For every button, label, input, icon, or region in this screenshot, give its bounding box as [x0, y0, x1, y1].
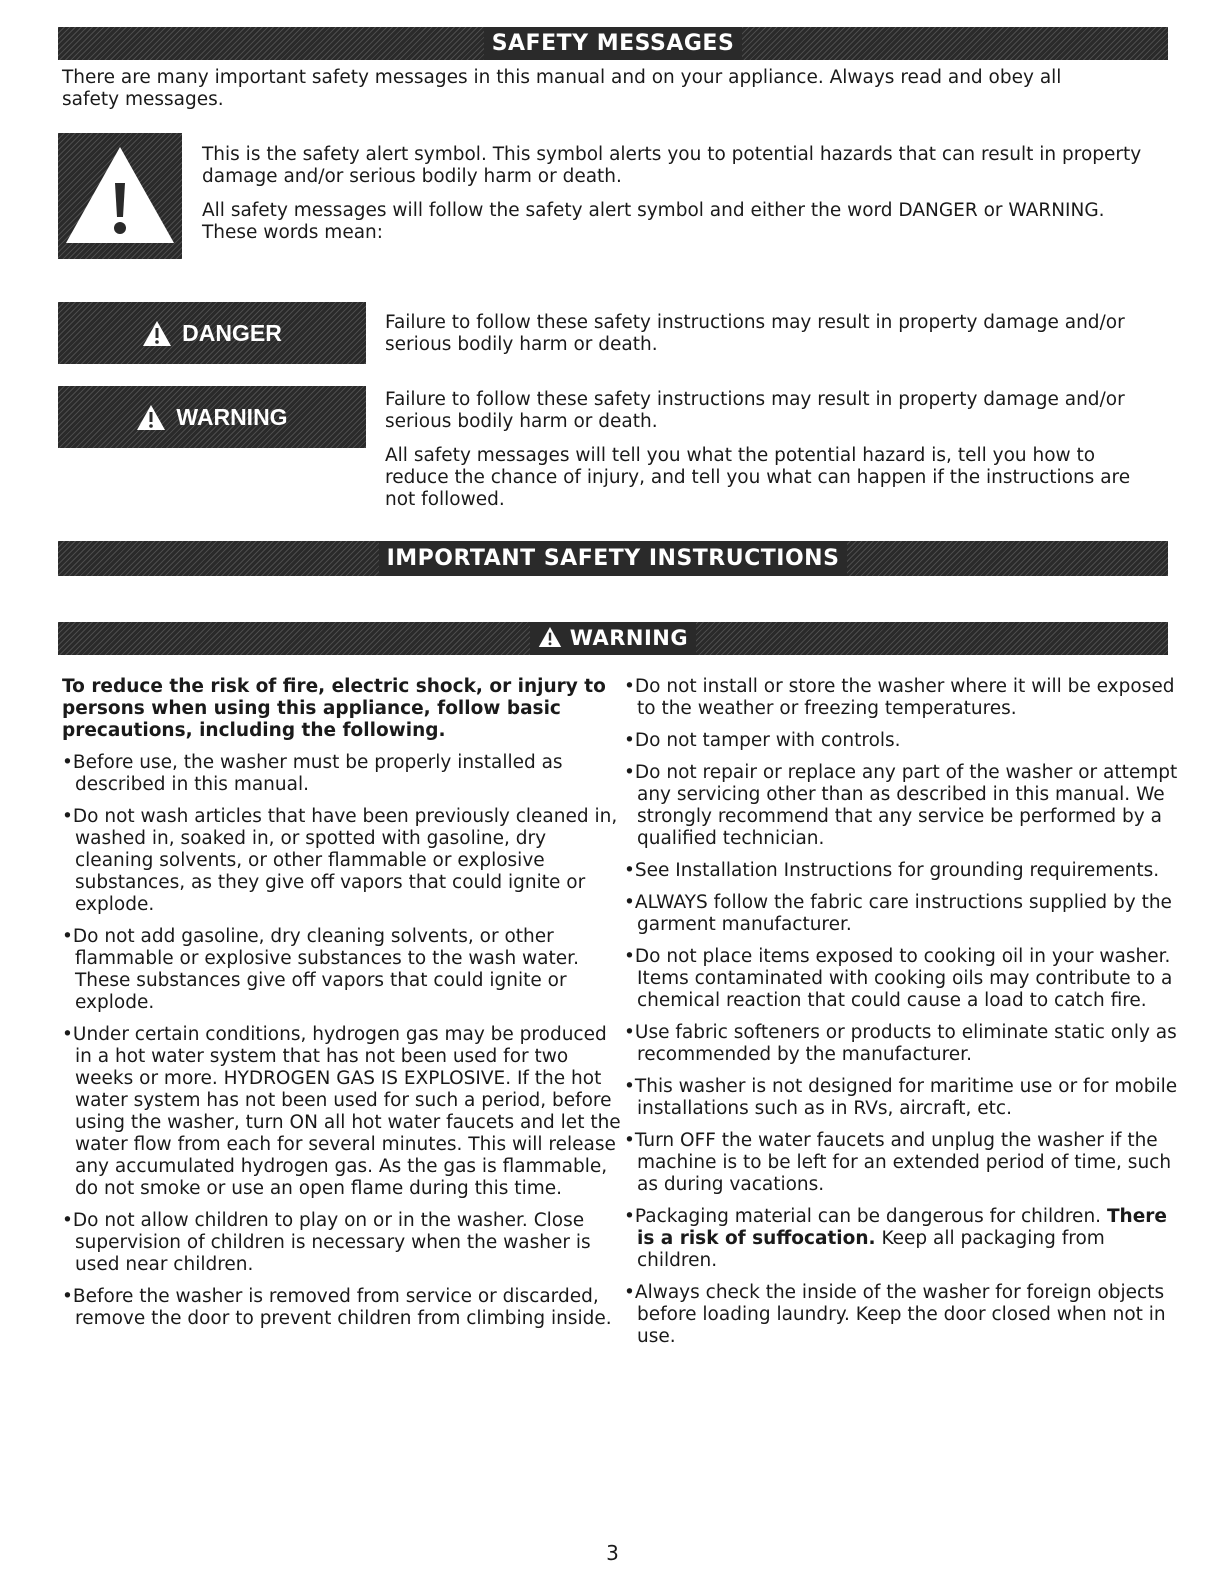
list-item: •Do not repair or replace any part of the washer or attempt any servicing other than as described in this manual. We strongly recommend that any service be performed by a qualified technician.: [624, 762, 1178, 849]
instructions-lead: To reduce the risk of fire, electric shock, or injury to persons when using this appliance, follow basic precautions, including the following.: [62, 676, 606, 741]
list-item: •Use fabric softeners or products to eliminate static only as recommended by the manufacturer.: [624, 1022, 1177, 1065]
safety-alert-triangle-icon: [58, 133, 182, 259]
list-item: •Do not add gasoline, dry cleaning solvents, or other flammable or explosive substances to the wash water. These substances give off vapors that could ignite or explode.: [62, 926, 579, 1013]
instructions-warning-label-wrap: [530, 622, 696, 655]
list-item: •Before use, the washer must be properly installed as described in this manual.: [62, 752, 563, 795]
alert-triangle-icon: [142, 320, 172, 347]
danger-label: DANGER: [182, 319, 282, 346]
instructions-warning-banner: [58, 622, 1168, 655]
list-item: •Do not install or store the washer where it will be exposed to the weather or freezing temperatures.: [624, 676, 1175, 719]
list-item: •ALWAYS follow the fabric care instructions supplied by the garment manufacturer.: [624, 892, 1172, 935]
list-item-packaging: •Packaging material can be dangerous for children. There is a risk of suffocation. Keep all packaging from children.: [624, 1206, 1167, 1271]
list-item: •Turn OFF the water faucets and unplug the washer if the machine is to be left for an extended period of time, such as during vacations.: [624, 1130, 1172, 1195]
list-item: •Do not tamper with controls.: [624, 730, 901, 751]
list-item: •Do not allow children to play on or in the washer. Close supervision of children is necessary when the washer is used near children.: [62, 1210, 591, 1275]
suffocation-warning: There is a risk of suffocation.: [637, 1206, 1167, 1249]
list-item: •Do not wash articles that have been previously cleaned in, washed in, soaked in, or spotted with gasoline, dry cleaning solvents, or other flammable or explosive substances, as they give off vapors that could ignite or explode.: [62, 806, 618, 915]
safety-messages-title: SAFETY MESSAGES: [484, 27, 743, 60]
alert-symbol-description: This is the safety alert symbol. This symbol alerts you to potential hazards that can result in property damage and/or serious bodily harm or death.: [202, 144, 1142, 187]
list-item: •See Installation Instructions for grounding requirements.: [624, 860, 1160, 881]
warning-label: WARNING: [176, 403, 288, 430]
page-number: 3: [606, 1541, 619, 1565]
important-instructions-banner: [58, 541, 1168, 576]
danger-description: Failure to follow these safety instructions may result in property damage and/or serious bodily harm or death.: [385, 312, 1125, 355]
alert-triangle-icon: [538, 626, 562, 648]
important-instructions-title: IMPORTANT SAFETY INSTRUCTIONS: [379, 541, 848, 576]
safety-messages-banner: [58, 27, 1168, 60]
list-item: •Under certain conditions, hydrogen gas may be produced in a hot water system that has not been used for two weeks or more. HYDROGEN GAS IS EXPLOSIVE. If the hot water system has not been used for such a period, before using the washer, turn ON all hot water faucets and let the water flow from each for several minutes. This will release any accumulated hydrogen gas. As the gas is flammable, do not smoke or use an open flame during this time.: [62, 1024, 621, 1199]
instructions-left-column: [62, 676, 622, 1340]
warning-extra-description: All safety messages will tell you what the potential hazard is, tell you how to reduce the chance of injury, and tell you what can happen if the instructions are not followed.: [385, 445, 1131, 510]
list-item: •This washer is not designed for maritime use or for mobile installations such as in RVs, aircraft, etc.: [624, 1076, 1178, 1119]
signal-words-description: All safety messages will follow the safety alert symbol and either the word DANGER or WARNING. These words mean:: [202, 200, 1105, 243]
list-item: •Always check the inside of the washer for foreign objects before loading laundry. Keep the door closed when not in use.: [624, 1282, 1166, 1347]
safety-messages-intro: There are many important safety messages in this manual and on your appliance. Always read and obey all safety messages.: [62, 67, 1062, 110]
list-item: •Do not place items exposed to cooking oil in your washer. Items contaminated with cooking oils may contribute to a chemical reaction that could cause a load to catch fire.: [624, 946, 1173, 1011]
instructions-warning-label: WARNING: [569, 626, 689, 650]
safety-alert-symbol-box: [58, 133, 182, 259]
instructions-right-column: [624, 676, 1184, 1358]
alert-triangle-icon: [136, 404, 166, 431]
list-item: •Before the washer is removed from service or discarded, remove the door to prevent children from climbing inside.: [62, 1286, 612, 1329]
warning-description: Failure to follow these safety instructions may result in property damage and/or serious bodily harm or death.: [385, 389, 1125, 432]
warning-signal-box: [58, 386, 366, 448]
danger-signal-box: [58, 302, 366, 364]
